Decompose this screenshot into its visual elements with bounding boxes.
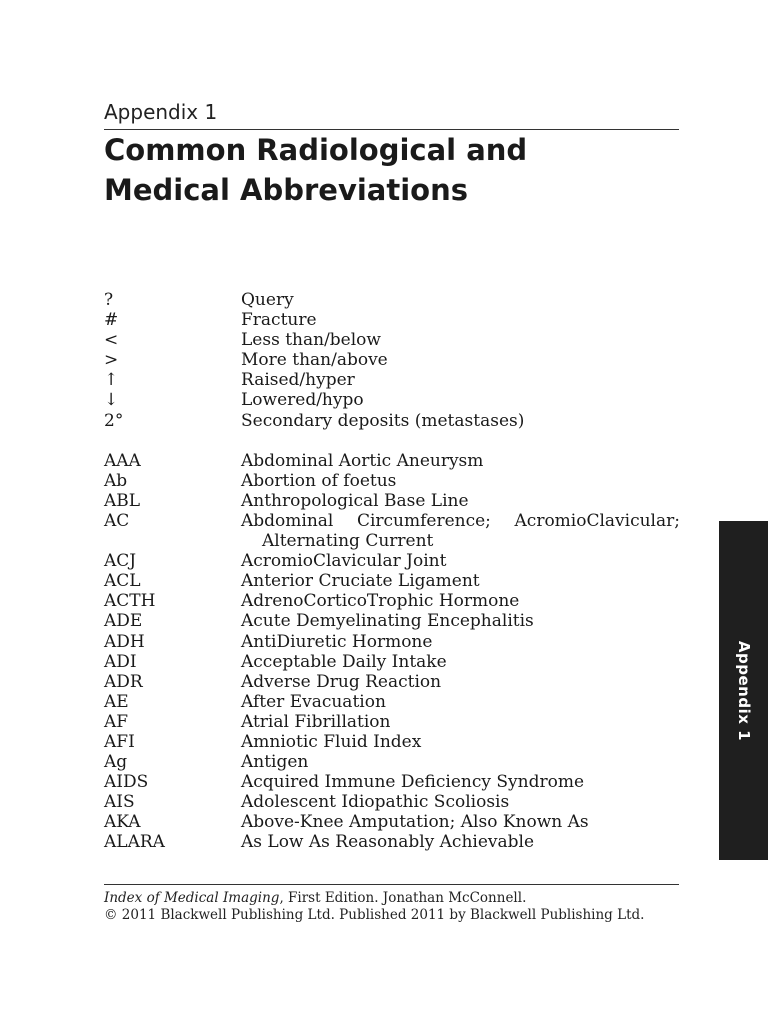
list-item: [104, 732, 680, 752]
term: Ag: [104, 752, 128, 773]
term: 2°: [104, 410, 124, 431]
term: AIS: [104, 792, 135, 813]
definition: AcromioClavicular Joint: [241, 551, 447, 572]
list-item: [104, 692, 680, 712]
term: ADR: [104, 671, 143, 692]
definition: Anterior Cruciate Ligament: [241, 571, 480, 592]
footer-citation: [104, 890, 644, 907]
list-item: [104, 571, 680, 591]
term: ADE: [104, 611, 143, 632]
definition: More than/above: [241, 350, 388, 371]
definition: Acute Demyelinating Encephalitis: [241, 611, 534, 632]
list-item: [104, 551, 680, 571]
list-item: [104, 591, 680, 611]
term: <: [104, 330, 119, 351]
term: ADI: [104, 651, 137, 672]
list-item: [104, 812, 680, 832]
list-item: [104, 390, 680, 410]
term: Ab: [104, 470, 128, 491]
list-item: [104, 411, 680, 431]
list-item: [104, 511, 680, 531]
footer: [104, 890, 644, 924]
list-item: [104, 370, 680, 390]
definition: Abdominal Aortic Aneurysm: [241, 450, 484, 471]
footer-edition-author: , First Edition. Jonathan McConnell.: [279, 890, 527, 906]
definition: As Low As Reasonably Achievable: [241, 832, 535, 853]
list-item: [104, 632, 680, 652]
list-item: [104, 611, 680, 631]
term: ↑: [104, 370, 119, 391]
definition: Fracture: [241, 310, 317, 331]
term: ADH: [104, 631, 145, 652]
definition: Raised/hyper: [241, 370, 355, 391]
side-tab-label: Appendix 1: [734, 640, 753, 741]
term: ACL: [104, 571, 141, 592]
definition: Query: [241, 290, 294, 310]
term: ALARA: [104, 832, 165, 853]
term-spacer: [104, 531, 241, 551]
list-item: [104, 350, 680, 370]
abbreviations-group: [104, 451, 680, 853]
appendix-label: Appendix 1: [104, 100, 218, 124]
definition: After Evacuation: [241, 691, 386, 712]
definition: Amniotic Fluid Index: [241, 731, 422, 752]
list-item: [104, 652, 680, 672]
term: AC: [104, 510, 130, 531]
footer-copyright: © 2011 Blackwell Publishing Ltd. Published 2011 by Blackwell Publishing Ltd.: [104, 907, 645, 923]
definition: Antigen: [241, 752, 309, 773]
list-item: [104, 310, 680, 330]
term: AAA: [104, 450, 141, 471]
list-item: [104, 832, 680, 852]
bottom-rule: [104, 884, 679, 885]
term: >: [104, 350, 119, 371]
list-item: [104, 772, 680, 792]
definition: Adolescent Idiopathic Scoliosis: [241, 792, 510, 813]
term: AFI: [104, 731, 135, 752]
term: ABL: [104, 490, 141, 511]
page-title: [104, 130, 704, 210]
definition-word: Circumference;: [356, 510, 491, 531]
list-item: [104, 491, 680, 511]
definition: Acceptable Daily Intake: [241, 651, 447, 672]
list-item: [104, 712, 680, 732]
definition: Abortion of foetus: [241, 470, 397, 491]
term: ACJ: [104, 551, 137, 572]
definition: AntiDiuretic Hormone: [241, 631, 433, 652]
definition: Lowered/hypo: [241, 390, 364, 411]
list-item: [104, 672, 680, 692]
definition: Less than/below: [241, 330, 381, 351]
group-spacer: [104, 431, 680, 451]
list-item: [104, 451, 680, 471]
definition-justified-line: [241, 511, 680, 531]
list-item: [104, 290, 680, 310]
definition: AdrenoCorticoTrophic Hormone: [241, 591, 520, 612]
page-title-line-1: Common Radiological and: [104, 133, 528, 167]
definition: Anthropological Base Line: [241, 490, 469, 511]
list-item: [104, 471, 680, 491]
list-item: [104, 752, 680, 772]
term: AKA: [104, 812, 141, 833]
symbols-group: [104, 290, 680, 431]
term: ACTH: [104, 591, 156, 612]
term: ↓: [104, 390, 119, 411]
definition: Adverse Drug Reaction: [241, 671, 442, 692]
abbreviation-list: [104, 290, 680, 853]
definition: [241, 511, 680, 531]
definition: Acquired Immune Deficiency Syndrome: [241, 772, 585, 793]
definition: Above-Knee Amputation; Also Known As: [241, 812, 589, 833]
term: ?: [104, 290, 114, 310]
list-item: [104, 792, 680, 812]
term: AF: [104, 711, 129, 732]
definition-continuation: Alternating Current: [262, 531, 434, 552]
definition: Atrial Fibrillation: [241, 711, 391, 732]
list-item-continuation: [104, 531, 680, 551]
footer-book-title: Index of Medical Imaging: [104, 890, 280, 906]
term: AIDS: [104, 772, 149, 793]
list-item: [104, 330, 680, 350]
definition-word: AcromioClavicular;: [514, 510, 680, 531]
page-title-line-2: Medical Abbreviations: [104, 173, 469, 207]
term: #: [104, 310, 119, 331]
term: AE: [104, 691, 129, 712]
definition-word: Abdominal: [241, 510, 334, 531]
side-tab: [719, 521, 768, 860]
definition: Secondary deposits (metastases): [241, 410, 525, 431]
